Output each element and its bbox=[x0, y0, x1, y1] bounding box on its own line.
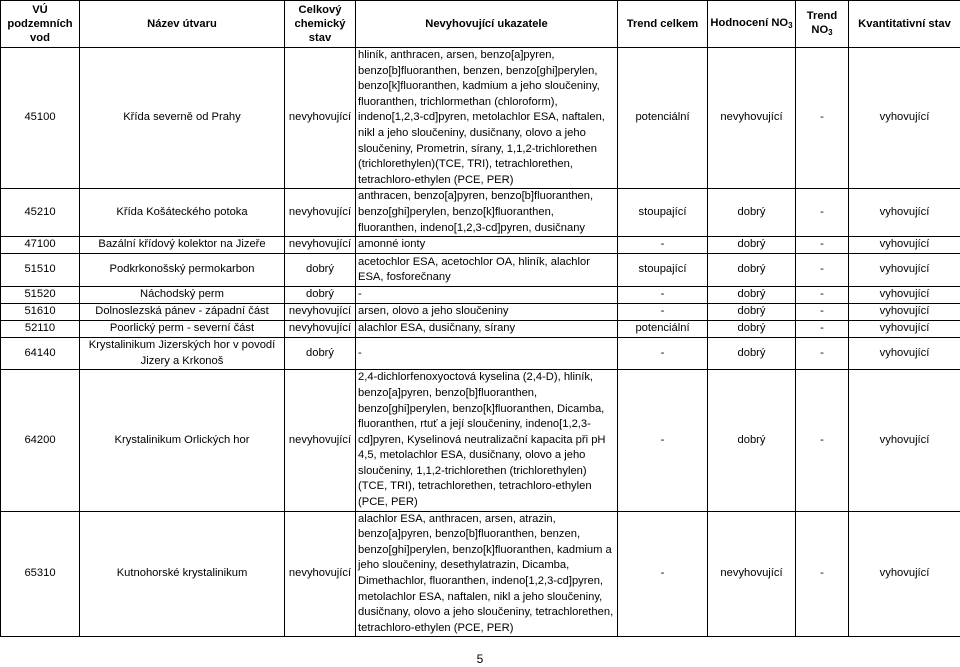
cell-no3: dobrý bbox=[708, 254, 796, 287]
cell-status: dobrý bbox=[285, 287, 356, 304]
cell-name: Poorlický perm - severní část bbox=[80, 321, 285, 338]
cell-trend: - bbox=[618, 338, 708, 370]
cell-indicators: - bbox=[356, 287, 618, 304]
cell-name: Kutnohorské krystalinikum bbox=[80, 511, 285, 637]
cell-no3: nevyhovující bbox=[708, 511, 796, 637]
cell-indicators: arsen, olovo a jeho sloučeniny bbox=[356, 304, 618, 321]
cell-no3-trend: - bbox=[796, 338, 849, 370]
cell-quant: vyhovující bbox=[849, 254, 960, 287]
header-no3-eval-sub: 3 bbox=[788, 20, 793, 30]
cell-status: nevyhovující bbox=[285, 48, 356, 189]
cell-code: 64200 bbox=[1, 370, 80, 511]
header-no3-eval bbox=[708, 1, 796, 48]
cell-no3-trend: - bbox=[796, 48, 849, 189]
cell-trend: - bbox=[618, 304, 708, 321]
header-row bbox=[1, 1, 960, 48]
cell-name: Dolnoslezská pánev - západní část bbox=[80, 304, 285, 321]
cell-indicators: 2,4-dichlorfenoxyoctová kyselina (2,4-D), hliník, benzo[a]pyren, benzo[b]fluoranthen, benzo[ghi]perylen, benzo[k]fluoranthen, Dicamba, fluoranthen, rtuť a její sloučeniny, indeno[1,2,3-cd]pyren, Kyselinová neutralizační kapacita při pH 4,5, metolachlor ESA, dusičnany, olovo a jeho sloučeniny, 1,1,2-trichlorethen (trichlorethylen)(TCE, TRI), tetrachlorethen, tetrachloro-ethylen (PCE, PER) bbox=[356, 370, 618, 511]
header-no3-trend-text: Trend NO bbox=[806, 9, 838, 36]
table-row bbox=[1, 321, 960, 338]
cell-name: Křída severně od Prahy bbox=[80, 48, 285, 189]
cell-trend: stoupající bbox=[618, 254, 708, 287]
cell-no3-trend: - bbox=[796, 304, 849, 321]
header-trend: Trend celkem bbox=[618, 1, 708, 48]
cell-indicators: hliník, anthracen, arsen, benzo[a]pyren, benzo[b]fluoranthen, benzen, benzo[ghi]perylen, benzo[k]fluoranthen, kadmium a jeho sloučeniny, fluoranthen, trichlormethan (chloroform), indeno[1,2,3-cd]pyren, metolachlor ESA, naftalen, nikl a jeho sloučeniny, dusičnany, olovo a jeho sloučeniny, Prometrin, sírany, 1,1,2-trichlorethen (trichlorethylen)(TCE, TRI), tetrachlorethen, tetrachloro-ethylen (PCE, PER) bbox=[356, 48, 618, 189]
cell-name: Křída Košáteckého potoka bbox=[80, 189, 285, 237]
cell-code: 52110 bbox=[1, 321, 80, 338]
cell-code: 45210 bbox=[1, 189, 80, 237]
cell-name: Bazální křídový kolektor na Jizeře bbox=[80, 237, 285, 254]
cell-quant: vyhovující bbox=[849, 338, 960, 370]
header-no3-trend bbox=[796, 1, 849, 48]
cell-no3-trend: - bbox=[796, 321, 849, 338]
table-row bbox=[1, 511, 960, 637]
cell-no3: dobrý bbox=[708, 189, 796, 237]
cell-no3-trend: - bbox=[796, 237, 849, 254]
cell-status: nevyhovující bbox=[285, 511, 356, 637]
cell-indicators: - bbox=[356, 338, 618, 370]
cell-name: Krystalinikum Orlických hor bbox=[80, 370, 285, 511]
table-row bbox=[1, 304, 960, 321]
cell-code: 51520 bbox=[1, 287, 80, 304]
cell-status: nevyhovující bbox=[285, 321, 356, 338]
cell-code: 51610 bbox=[1, 304, 80, 321]
cell-name: Náchodský perm bbox=[80, 287, 285, 304]
cell-code: 64140 bbox=[1, 338, 80, 370]
table-row bbox=[1, 189, 960, 237]
cell-code: 47100 bbox=[1, 237, 80, 254]
table-row bbox=[1, 254, 960, 287]
cell-trend: - bbox=[618, 287, 708, 304]
cell-no3: dobrý bbox=[708, 370, 796, 511]
cell-status: nevyhovující bbox=[285, 237, 356, 254]
cell-trend: potenciální bbox=[618, 48, 708, 189]
cell-name: Podkrkonošský permokarbon bbox=[80, 254, 285, 287]
cell-name: Krystalinikum Jizerských hor v povodí Jizery a Krkonoš bbox=[80, 338, 285, 370]
cell-no3-trend: - bbox=[796, 287, 849, 304]
cell-status: nevyhovující bbox=[285, 304, 356, 321]
cell-indicators: amonné ionty bbox=[356, 237, 618, 254]
cell-quant: vyhovující bbox=[849, 189, 960, 237]
header-quant-status: Kvantitativní stav bbox=[849, 1, 960, 48]
header-name: Název útvaru bbox=[80, 1, 285, 48]
cell-no3: dobrý bbox=[708, 321, 796, 338]
cell-trend: potenciální bbox=[618, 321, 708, 338]
header-indicators: Nevyhovující ukazatele bbox=[356, 1, 618, 48]
cell-quant: vyhovující bbox=[849, 48, 960, 189]
cell-no3: nevyhovující bbox=[708, 48, 796, 189]
cell-code: 45100 bbox=[1, 48, 80, 189]
header-no3-trend-sub: 3 bbox=[828, 27, 833, 37]
cell-no3: dobrý bbox=[708, 304, 796, 321]
cell-no3: dobrý bbox=[708, 237, 796, 254]
cell-quant: vyhovující bbox=[849, 287, 960, 304]
header-code: VÚ podzemních vod bbox=[1, 1, 80, 48]
cell-status: dobrý bbox=[285, 338, 356, 370]
table-row bbox=[1, 370, 960, 511]
table-row bbox=[1, 48, 960, 189]
cell-trend: - bbox=[618, 237, 708, 254]
cell-no3-trend: - bbox=[796, 254, 849, 287]
header-no3-eval-text: Hodnocení NO bbox=[710, 16, 789, 29]
cell-no3-trend: - bbox=[796, 189, 849, 237]
cell-indicators: alachlor ESA, anthracen, arsen, atrazin, benzo[a]pyren, benzo[b]fluoranthen, benzen, benzo[ghi]perylen, benzo[k]fluoranthen, kadmium a jeho sloučeniny, desethylatrazin, Dicamba, Dimethachlor, fluoranthen, indeno[1,2,3-cd]pyren, metolachlor ESA, naftalen, nikl a jeho sloučeniny, dusičnany, olovo a jeho sloučeniny, tetrachlorethen, tetrachloro-ethylen (PCE, PER) bbox=[356, 511, 618, 637]
cell-no3-trend: - bbox=[796, 370, 849, 511]
cell-trend: - bbox=[618, 370, 708, 511]
cell-quant: vyhovující bbox=[849, 321, 960, 338]
cell-quant: vyhovující bbox=[849, 511, 960, 637]
cell-status: dobrý bbox=[285, 254, 356, 287]
cell-status: nevyhovující bbox=[285, 189, 356, 237]
cell-trend: - bbox=[618, 511, 708, 637]
table-row bbox=[1, 237, 960, 254]
cell-no3-trend: - bbox=[796, 511, 849, 637]
cell-no3: dobrý bbox=[708, 338, 796, 370]
cell-trend: stoupající bbox=[618, 189, 708, 237]
table-row bbox=[1, 338, 960, 370]
cell-status: nevyhovující bbox=[285, 370, 356, 511]
cell-code: 65310 bbox=[1, 511, 80, 637]
cell-quant: vyhovující bbox=[849, 237, 960, 254]
cell-no3: dobrý bbox=[708, 287, 796, 304]
page-number: 5 bbox=[476, 652, 484, 666]
header-chem-status: Celkový chemický stav bbox=[285, 1, 356, 48]
cell-quant: vyhovující bbox=[849, 304, 960, 321]
cell-code: 51510 bbox=[1, 254, 80, 287]
cell-indicators: acetochlor ESA, acetochlor OA, hliník, alachlor ESA, fosforečnany bbox=[356, 254, 618, 287]
cell-indicators: alachlor ESA, dusičnany, sírany bbox=[356, 321, 618, 338]
cell-indicators: anthracen, benzo[a]pyren, benzo[b]fluoranthen, benzo[ghi]perylen, benzo[k]fluoranthen, fluoranthen, indeno[1,2,3-cd]pyren, dusičnany bbox=[356, 189, 618, 237]
table-row bbox=[1, 287, 960, 304]
cell-quant: vyhovující bbox=[849, 370, 960, 511]
